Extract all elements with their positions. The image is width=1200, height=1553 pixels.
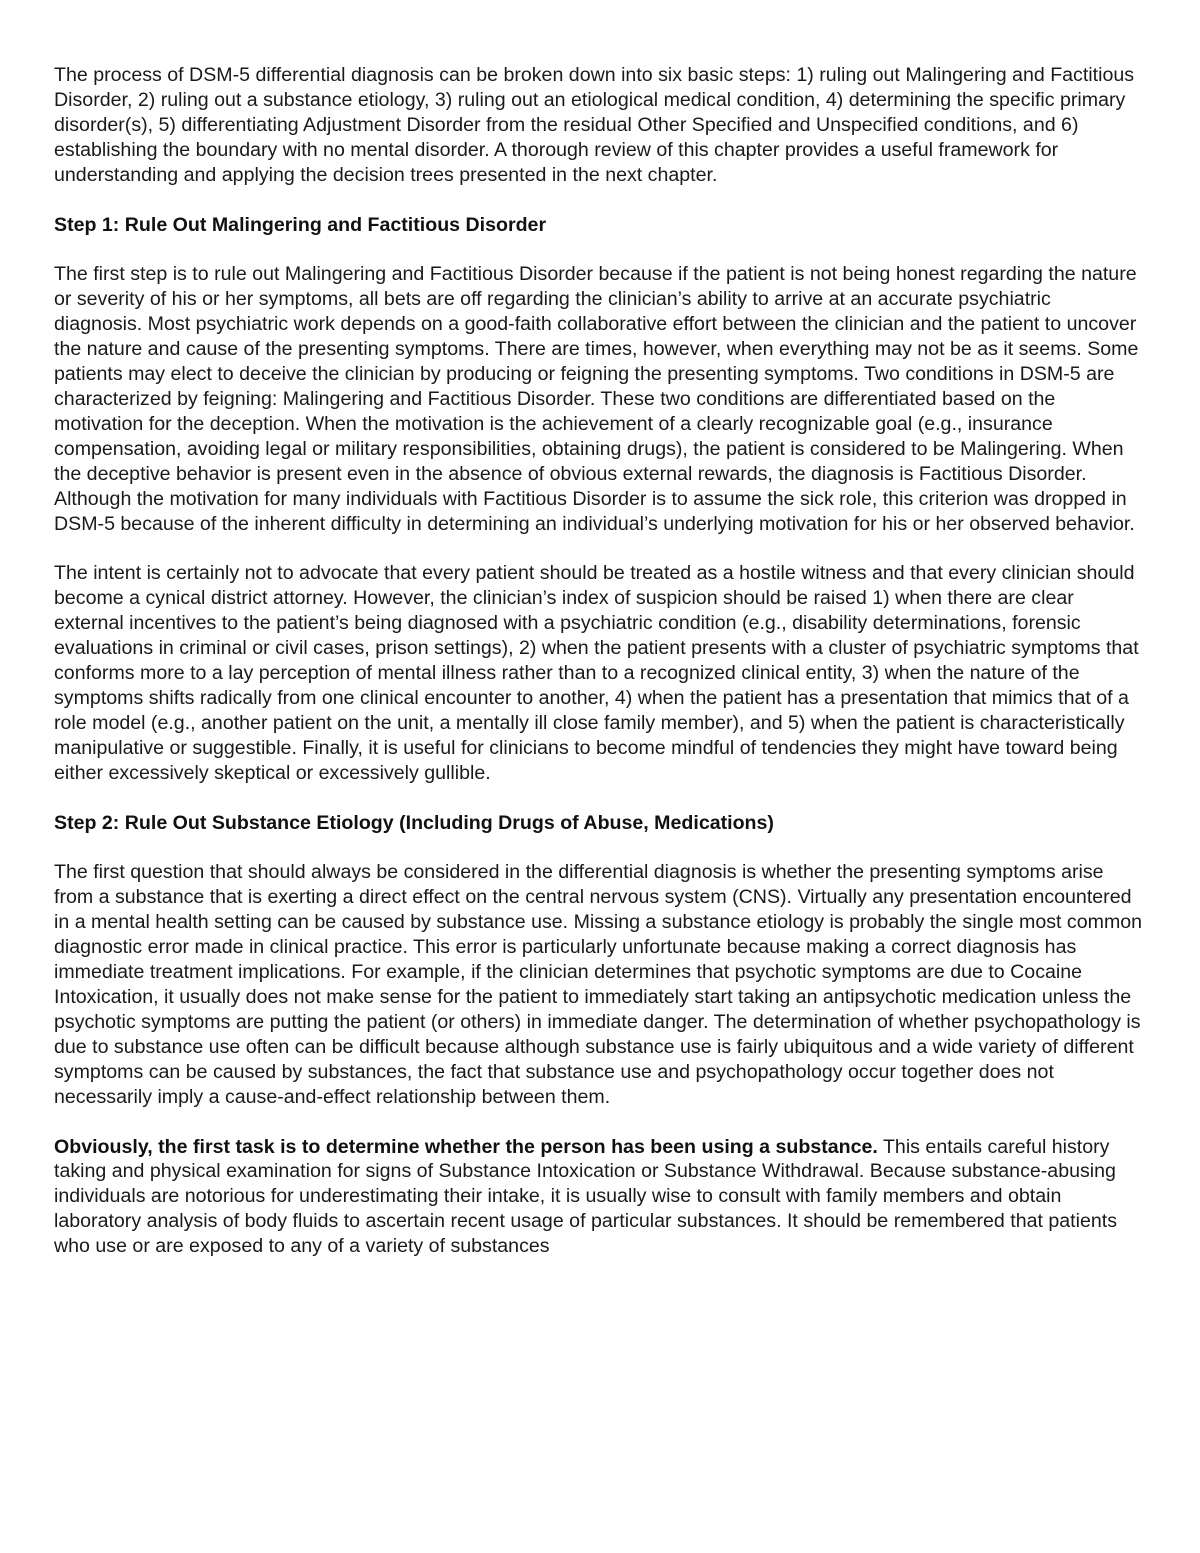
step2-paragraph-1: The first question that should always be considered in the differential diagnosis is whether the presenting symptoms arise from a substance that is exerting a direct effect on the central nervous system (CNS). Virtually any presentation encountered in a mental health setting can be caused by substance use. Missing a substance etiology is probably the single most common diagnostic error made in clinical practice. This error is particularly unfortunate because making a correct diagnosis has immediate treatment implications. For example, if the clinician determines that psychotic symptoms are due to Cocaine Intoxication, it usually does not make sense for the patient to immediately start taking an antipsychotic medication unless the psychotic symptoms are putting the patient (or others) in immediate danger. The determination of whether psychopathology is due to substance use often can be difficult because although substance use is fairly ubiquitous and a wide variety of different symptoms can be caused by substances, the fact that substance use and psychopathology occur together does not necessarily imply a cause-and-effect relationship between them.: [54, 861, 1143, 1108]
step2-heading: Step 2: Rule Out Substance Etiology (Including Drugs of Abuse, Medications): [54, 811, 774, 834]
step1-paragraph-2: The intent is certainly not to advocate that every patient should be treated as a hostile witness and that every clinician should become a cynical district attorney. However, the clinician’s index of suspicion should be raised 1) when there are clear external incentives to the patient’s being diagnosed with a psychiatric condition (e.g., disability determinations, forensic evaluations in criminal or civil cases, prison settings), 2) when the patient presents with a cluster of psychiatric symptoms that conforms more to a lay perception of mental illness rather than to a recognized clinical entity, 3) when the nature of the symptoms shifts radically from one clinical encounter to another, 4) when the patient has a presentation that mimics that of a role model (e.g., another patient on the unit, a mentally ill close family member), and 5) when the patient is characteristically manipulative or suggestible. Finally, it is useful for clinicians to become mindful of tendencies they might have toward being either excessively skeptical or excessively gullible.: [54, 562, 1139, 784]
document-page: [54, 63, 1144, 1284]
step2-paragraph-2-lead: Obviously, the first task is to determine whether the person has been using a substance.: [54, 1135, 878, 1158]
intro-paragraph: The process of DSM-5 differential diagnosis can be broken down into six basic steps: 1) ruling out Malingering and Factitious Disorder, 2) ruling out a substance etiology, 3) ruling out an etiological medical condition, 4) determining the specific primary disorder(s), 5) differentiating Adjustment Disorder from the residual Other Specified and Unspecified conditions, and 6) establishing the boundary with no mental disorder. A thorough review of this chapter provides a useful framework for understanding and applying the decision trees presented in the next chapter.: [54, 64, 1135, 186]
step2-paragraph-2: [54, 1135, 1144, 1260]
step2-paragraph-2-body: This entails careful history taking and physical examination for signs of Substance Intoxication or Substance Withdrawal. Because substance-abusing individuals are notorious for underestimating their intake, it is usually wise to consult with family members and obtain laboratory analysis of body fluids to ascertain recent usage of particular substances. It should be remembered that patients who use or are exposed to any of a variety of substances: [54, 1135, 1118, 1258]
step1-heading: Step 1: Rule Out Malingering and Factitious Disorder: [54, 213, 547, 236]
step1-paragraph-1: The first step is to rule out Malingering and Factitious Disorder because if the patient is not being honest regarding the nature or severity of his or her symptoms, all bets are off regarding the clinician’s ability to arrive at an accurate psychiatric diagnosis. Most psychiatric work depends on a good-faith collaborative effort between the clinician and the patient to uncover the nature and cause of the presenting symptoms. There are times, however, when everything may not be as it seems. Some patients may elect to deceive the clinician by producing or feigning the presenting symptoms. Two conditions in DSM-5 are characterized by feigning: Malingering and Factitious Disorder. These two conditions are differentiated based on the motivation for the deception. When the motivation is the achievement of a clearly recognizable goal (e.g., insurance compensation, avoiding legal or military responsibilities, obtaining drugs), the patient is considered to be Malingering. When the deceptive behavior is present even in the absence of obvious external rewards, the diagnosis is Factitious Disorder. Although the motivation for many individuals with Factitious Disorder is to assume the sick role, this criterion was dropped in DSM-5 because of the inherent difficulty in determining an individual’s underlying motivation for his or her observed behavior.: [54, 263, 1139, 535]
